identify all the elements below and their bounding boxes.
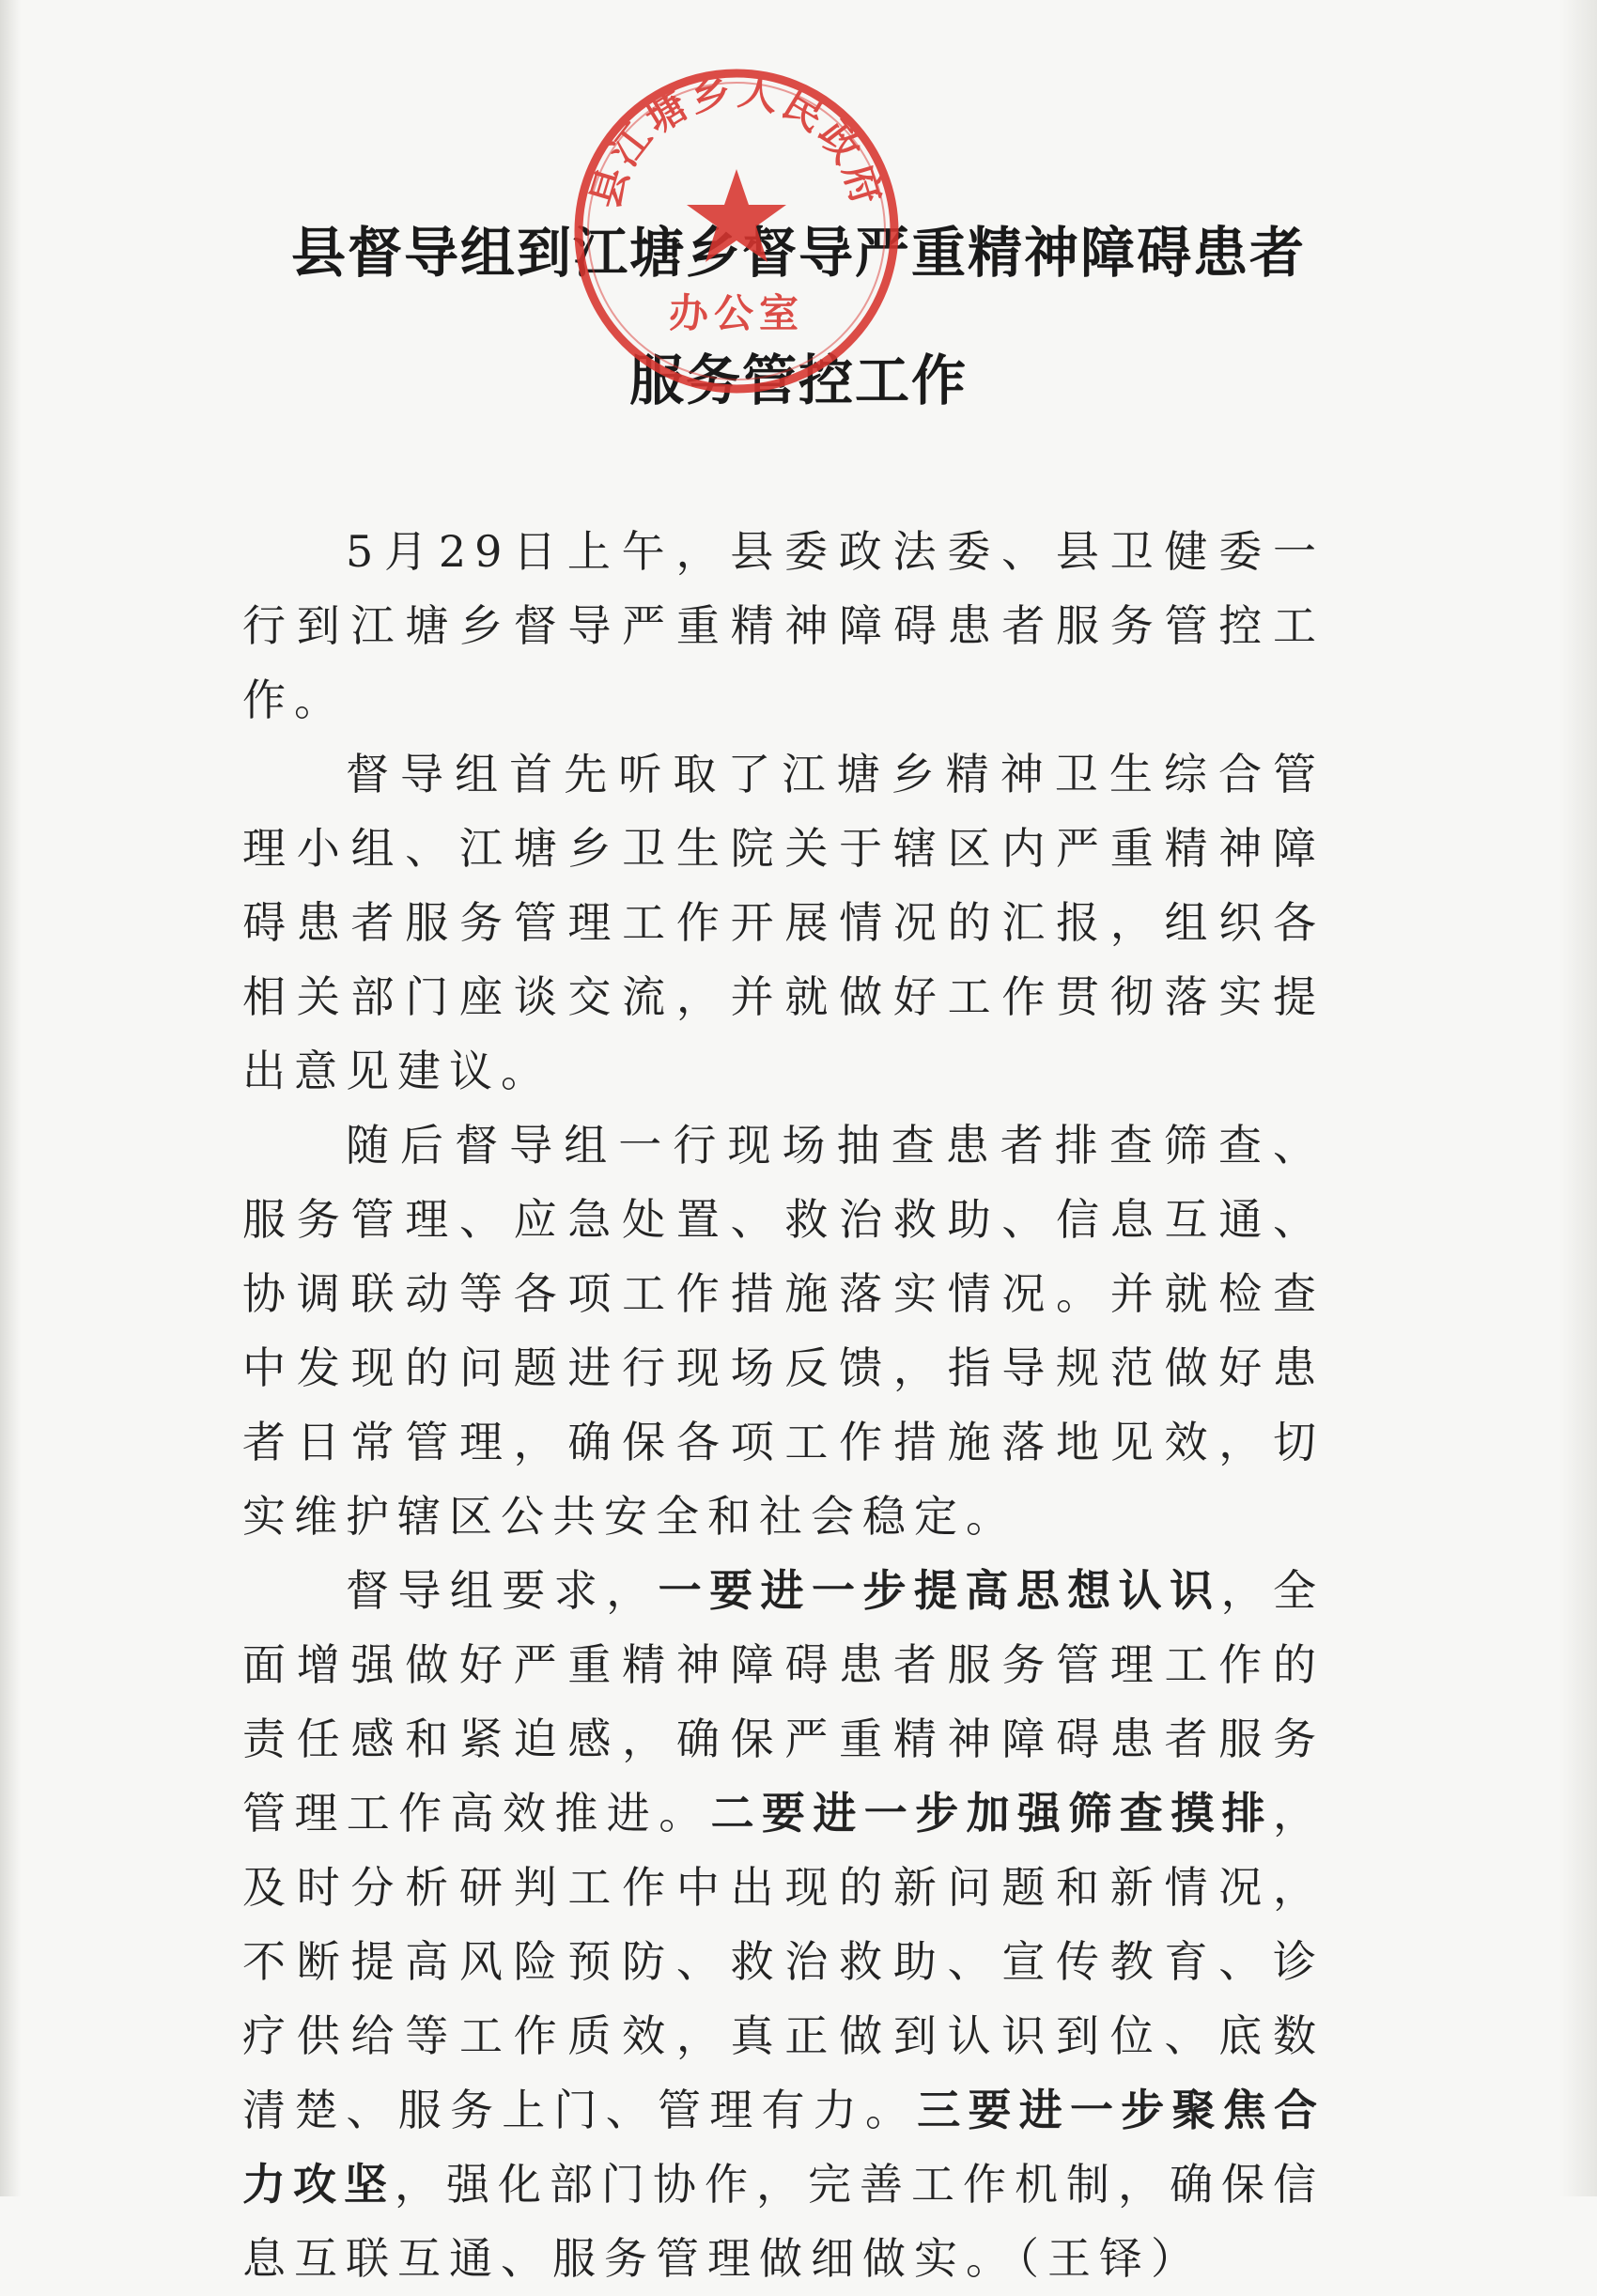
paragraph-text: 督导组要求，	[346, 1565, 659, 1616]
document-title-line-1: 县督导组到江塘乡督导严重精神障碍患者	[290, 221, 1306, 285]
seal-center-text: 办公室	[668, 290, 805, 336]
paragraph-text: 随后督导组一行现场抽查患者排查筛查、服务管理、应急处置、救治救助、信息互通、协调联动等各项工作措施落实情况。并就检查中发现的问题进行现场反馈，指导规范做好患者日常管理，确保各项工作措施落地见效，切实维护辖区公共安全和社会稳定。	[242, 1120, 1325, 1542]
emphasis-text: 一要进一步提高思想认识	[658, 1565, 1221, 1616]
paragraph-text: ，及时分析研判工作中出现的新问题和新情况，不断提高风险预防、救治救助、宣传教育、诊疗供给等工作质效，真正做到认识到位、底数清楚、服务上门、管理有力。	[242, 1788, 1326, 2135]
emphasis-text: 三要进一步聚焦合力攻坚	[242, 2085, 1325, 2210]
seal-ring-text: 县江塘乡人民政府	[581, 67, 892, 214]
body-paragraph-3	[242, 1109, 1325, 1554]
paragraph-text: ，全面增强做好严重精神障碍患者服务管理工作的责任感和紧迫感，确保严重精神障碍患者服务管理工作高效推进。	[242, 1565, 1326, 1838]
paragraph-text: ，强化部门协作，完善工作机制，确保信息互联互通、服务管理做细做实。（王铎）	[242, 2159, 1325, 2284]
scan-edge-left	[0, 0, 21, 2196]
body-paragraph-1	[242, 515, 1325, 737]
emphasis-text: 二要进一步加强筛查摸排	[710, 1788, 1274, 1838]
official-seal-stamp	[571, 66, 902, 396]
paragraph-text: 督导组首先听取了江塘乡精神卫生综合管理小组、江塘乡卫生院关于辖区内严重精神障碍患者服务管理工作开展情况的汇报，组织各相关部门座谈交流，并就做好工作贯彻落实提出意见建议。	[242, 749, 1325, 1096]
body-paragraph-2	[242, 737, 1325, 1109]
body-paragraph-4	[242, 1554, 1325, 2296]
scan-edge-right	[1559, 0, 1597, 2196]
paragraph-text: 5月29日上午，县委政法委、县卫健委一行到江塘乡督导严重精神障碍患者服务管控工作。	[242, 526, 1325, 725]
document-body	[242, 515, 1325, 2296]
seal-star-icon	[687, 169, 786, 262]
document-title-line-2: 服务管控工作	[628, 349, 968, 412]
